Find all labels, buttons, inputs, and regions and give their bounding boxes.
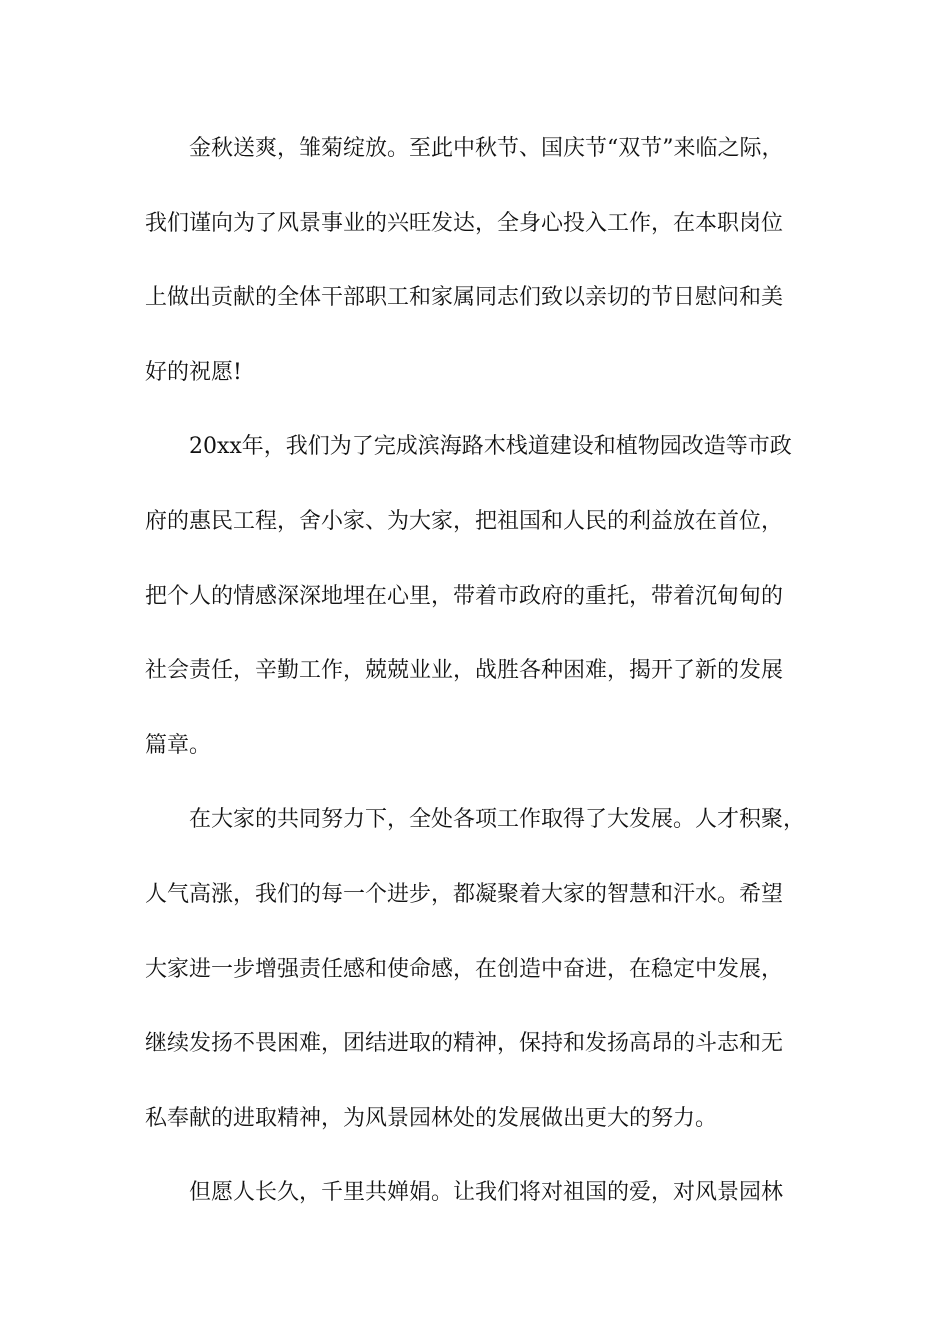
paragraph-4-line-1: 但愿人长久，千里共婵娟。让我们将对祖国的爱，对风景园林 (189, 1180, 784, 1206)
paragraph-1-line-3: 上做出贡献的全体干部职工和家属同志们致以亲切的节日慰问和美 (145, 285, 784, 311)
paragraph-1-line-2: 我们谨向为了风景事业的兴旺发达，全身心投入工作，在本职岗位 (145, 210, 784, 236)
paragraph-2-line-1: 20xx年，我们为了完成滨海路木栈道建设和植物园改造等市政 (189, 434, 792, 460)
paragraph-3-line-3: 大家进一步增强责任感和使命感，在创造中奋进，在稳定中发展， (145, 956, 784, 982)
paragraph-3-line-2: 人气高涨，我们的每一个进步，都凝聚着大家的智慧和汗水。希望 (145, 881, 784, 907)
paragraph-3-line-1: 在大家的共同努力下，全处各项工作取得了大发展。人才积聚， (189, 807, 806, 833)
paragraph-1-line-1: 金秋送爽，雏菊绽放。至此中秋节、国庆节“双节”来临之际， (189, 136, 784, 161)
paragraph-2-line-5: 篇章。 (145, 732, 212, 758)
paragraph-3-line-4: 继续发扬不畏困难，团结进取的精神，保持和发扬高昂的斗志和无 (145, 1031, 784, 1057)
paragraph-2-line-4: 社会责任，辛勤工作，兢兢业业，战胜各种困难，揭开了新的发展 (145, 658, 784, 684)
paragraph-1-line-4: 好的祝愿! (145, 359, 242, 385)
document-body (145, 129, 825, 1248)
paragraph-2-line-2: 府的惠民工程，舍小家、为大家，把祖国和人民的利益放在首位， (145, 508, 784, 534)
paragraph-2-line-3: 把个人的情感深深地埋在心里，带着市政府的重托，带着沉甸甸的 (145, 583, 784, 609)
paragraph-3-line-5: 私奉献的进取精神，为风景园林处的发展做出更大的努力。 (145, 1105, 718, 1131)
